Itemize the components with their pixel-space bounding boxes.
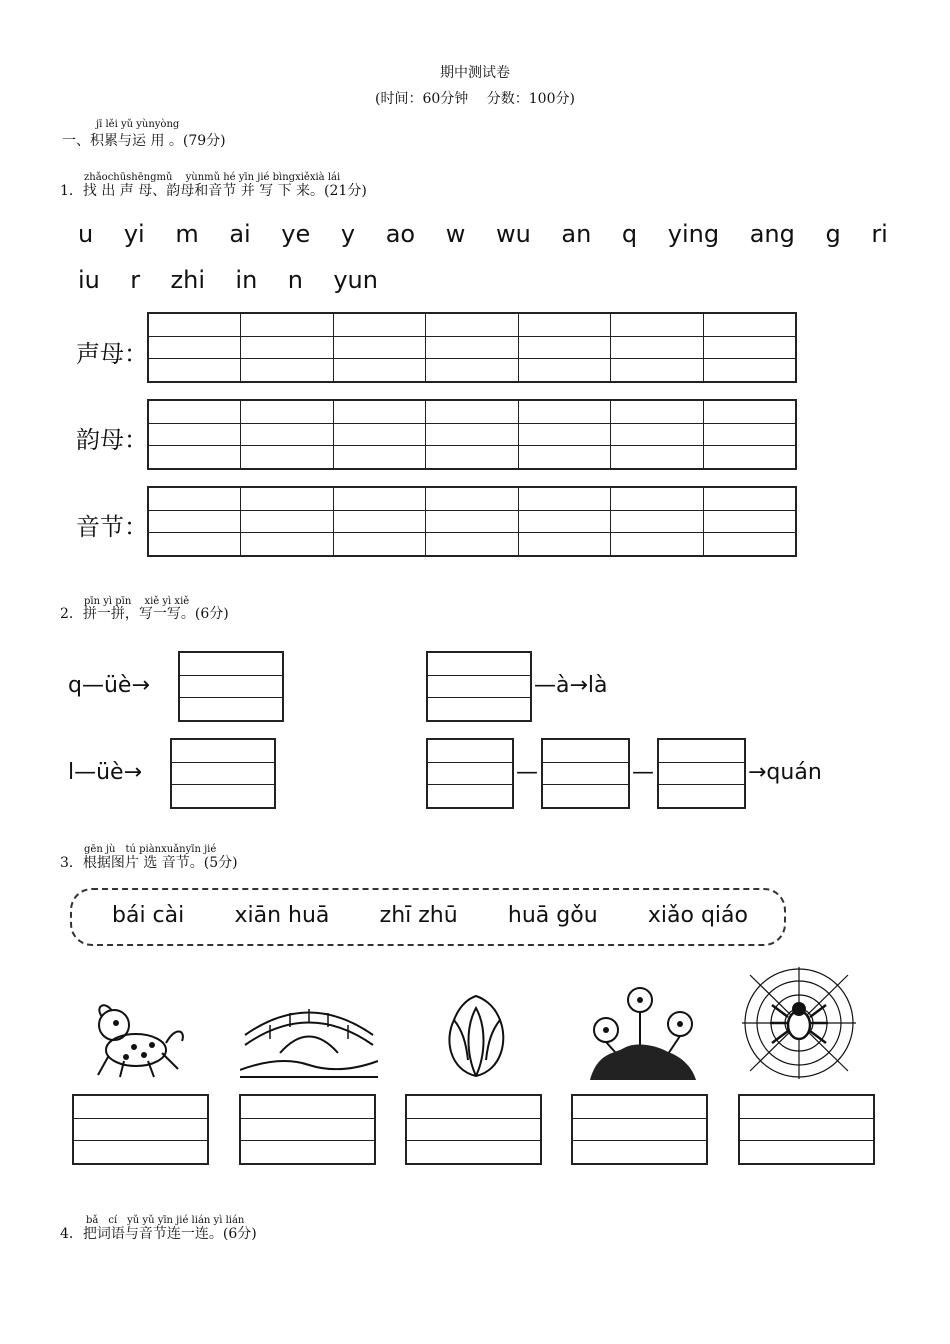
option-bai-cai: bái cài: [112, 903, 185, 928]
syllable: wu: [495, 220, 531, 248]
q2-ex3-formula: l—üè→: [68, 760, 143, 785]
q3-text: 3．根据图片 选 音节。(5分): [60, 855, 238, 871]
option-xian-hua: xiān huā: [234, 903, 330, 928]
label-syllables: 音节：: [76, 513, 148, 541]
q2-ex1-answer-box[interactable]: [178, 651, 284, 722]
syllable: yi: [123, 220, 145, 248]
syllable: u: [78, 220, 94, 248]
q2-ex1-formula: q—üè→: [68, 673, 150, 698]
q4-pinyin: bǎ cí yǔ yǔ yīn jié lián yì lián: [86, 1215, 245, 1226]
syllable: ai: [229, 220, 251, 248]
finals-writing-grid[interactable]: [147, 399, 797, 470]
bridge-picture: [240, 995, 378, 1080]
q2-text: 2．拼一拼，写一写。(6分): [60, 606, 229, 622]
syllable: ri: [871, 220, 888, 248]
syllable: ye: [281, 220, 311, 248]
cabbage-picture: [440, 990, 512, 1080]
dog-picture: [86, 995, 192, 1080]
q1-syllables-row2: [78, 266, 378, 294]
label-initials: 声母：: [76, 340, 148, 368]
q1-pinyin: zhǎochūshēngmǔ yùnmǔ hé yīn jié bìngxiěxià lái: [84, 172, 341, 183]
flower-picture: [584, 982, 700, 1082]
picture-4-answer-box[interactable]: [571, 1094, 708, 1165]
page-subtitle: (时间：60分钟 分数：100分): [375, 91, 575, 107]
option-zhi-zhu: zhī zhū: [379, 903, 458, 928]
q2-pinyin: pīn yì pīn xiě yì xiě: [84, 596, 190, 607]
syllable: an: [561, 220, 592, 248]
picture-1-answer-box[interactable]: [72, 1094, 209, 1165]
picture-5-answer-box[interactable]: [738, 1094, 875, 1165]
option-xiao-qiao: xiǎo qiáo: [647, 903, 748, 928]
q1-syllables-row1: [78, 220, 888, 248]
syllable: ao: [385, 220, 416, 248]
q2-ex4-box-1[interactable]: [426, 738, 514, 809]
syllable: g: [825, 220, 841, 248]
q4-text: 4．把词语与音节连一连。(6分): [60, 1226, 257, 1242]
picture-2-answer-box[interactable]: [239, 1094, 376, 1165]
q2-ex4-dash-1: —: [516, 760, 538, 785]
picture-3-answer-box[interactable]: [405, 1094, 542, 1165]
syllable: r: [130, 266, 141, 294]
syllable: n: [287, 266, 303, 294]
syllable: iu: [78, 266, 100, 294]
initials-writing-grid[interactable]: [147, 312, 797, 383]
label-finals: 韵母：: [76, 426, 148, 454]
q1-text: 1．找 出 声 母、韵母和音节 并 写 下 来。(21分): [60, 183, 367, 199]
spider-picture: [740, 965, 858, 1081]
q3-options: [112, 903, 748, 928]
syllable: m: [175, 220, 199, 248]
syllable: ang: [749, 220, 795, 248]
q2-ex2-formula: —à→là: [534, 673, 608, 698]
q2-ex3-answer-box[interactable]: [170, 738, 276, 809]
section1-pinyin: jī lěi yǔ yùnyòng: [96, 119, 180, 130]
q2-ex4-formula: →quán: [748, 760, 822, 785]
section1-heading: 一、积累与运 用 。(79分): [62, 133, 226, 149]
syllable: zhi: [170, 266, 206, 294]
q2-ex4-dash-2: —: [632, 760, 654, 785]
q3-pinyin: gēn jù tú piànxuǎnyīn jié: [84, 844, 217, 855]
q2-ex4-box-2[interactable]: [541, 738, 630, 809]
q2-ex4-box-3[interactable]: [657, 738, 746, 809]
syllable: y: [340, 220, 356, 248]
syllable: in: [235, 266, 258, 294]
option-hua-gou: huā gǒu: [507, 903, 598, 928]
syllable: q: [621, 220, 638, 248]
syllables-writing-grid[interactable]: [147, 486, 797, 557]
page-title: 期中测试卷: [440, 65, 510, 81]
syllable: ying: [667, 220, 720, 248]
syllable: w: [445, 220, 466, 248]
q2-ex2-answer-box[interactable]: [426, 651, 532, 722]
syllable: yun: [333, 266, 378, 294]
